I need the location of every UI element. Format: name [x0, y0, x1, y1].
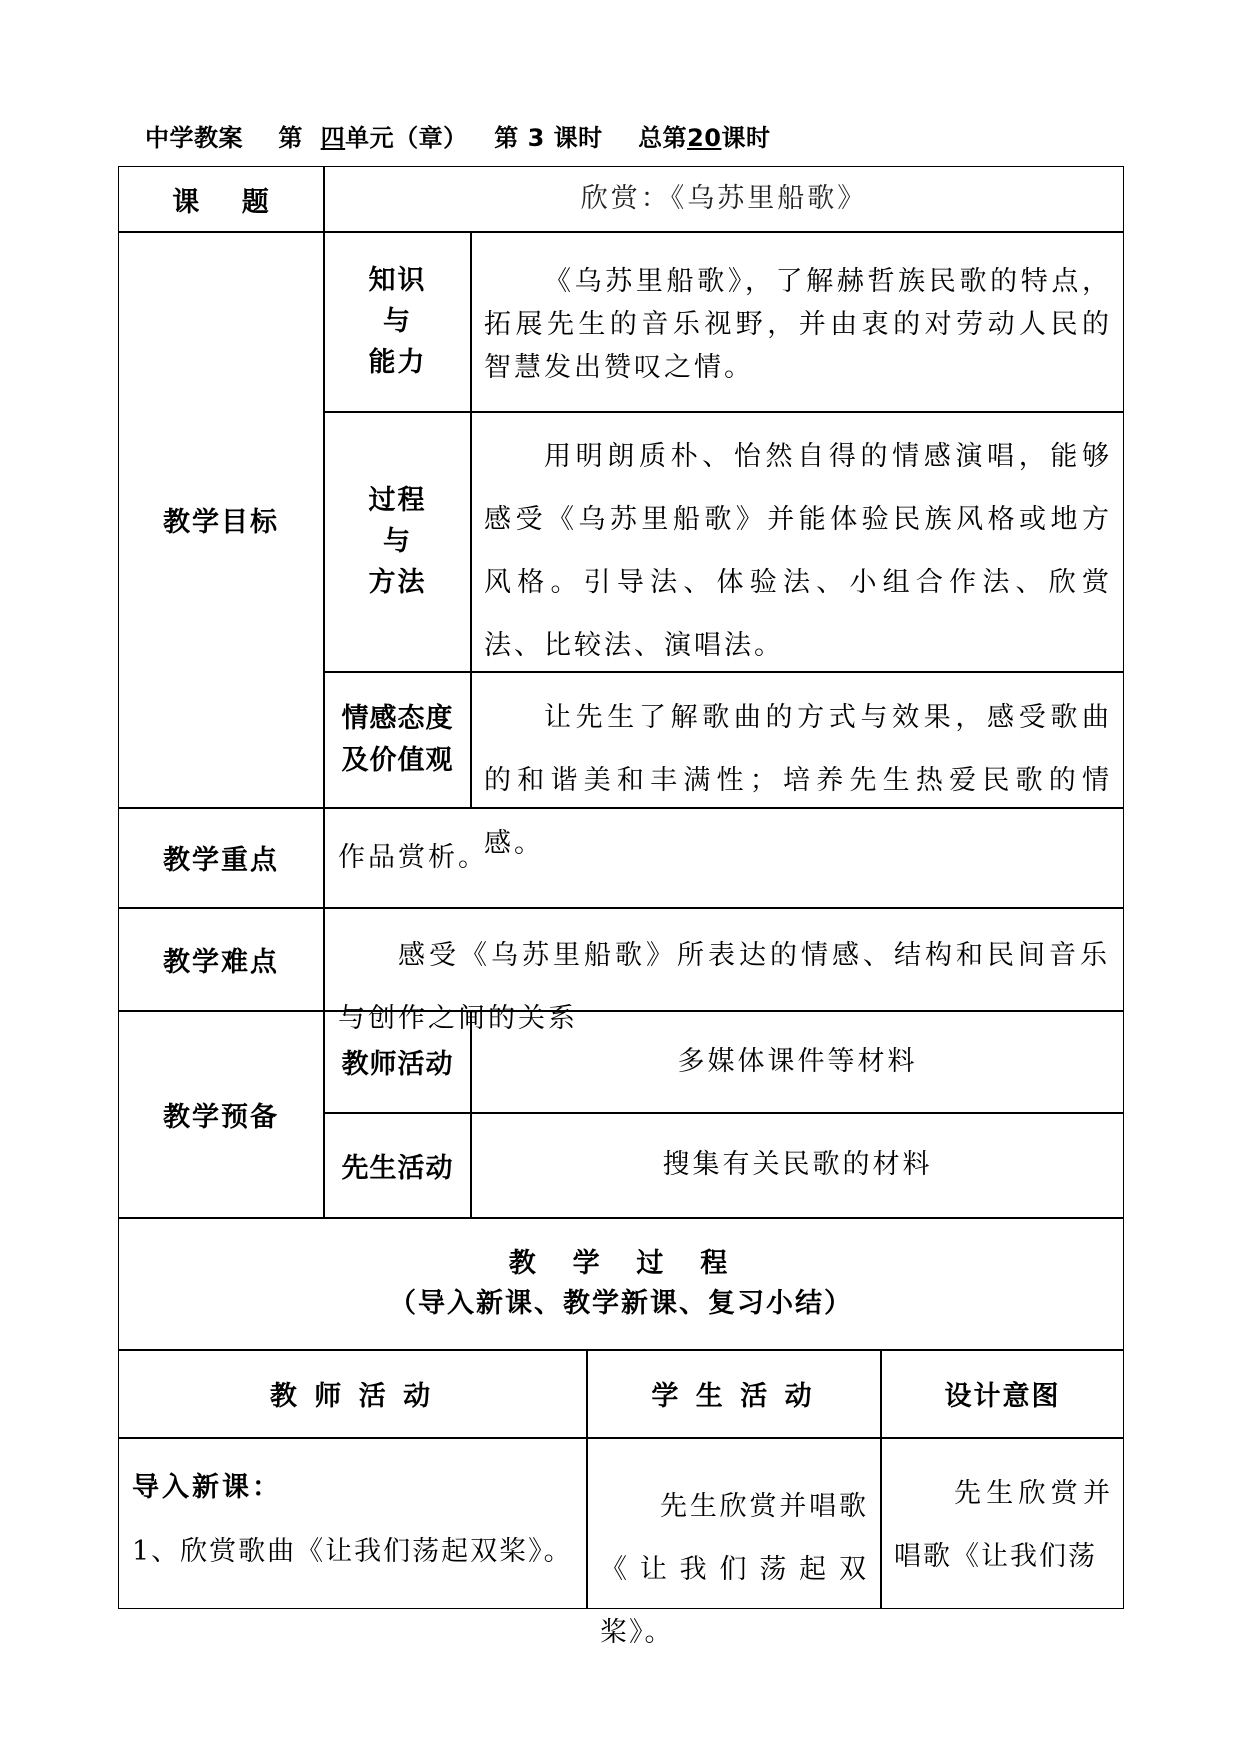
process-title-block [118, 1218, 1124, 1349]
topic-label: 课 题 [172, 186, 270, 218]
process-title: 教 学 过 程 [508, 1247, 734, 1279]
knowledge-label [324, 232, 471, 411]
teacher-item: 1、欣赏歌曲《让我们荡起双桨》。 [132, 1536, 573, 1567]
process-label-line-1: 过程 [368, 485, 427, 516]
emotion-label-line-2: 及价值观 [341, 744, 454, 776]
col-teacher-header: 教 师 活 动 [269, 1381, 435, 1412]
emotion-text: 让先生了解歌曲的方式与效果，感受歌曲的和谐美和丰满性；培养先生热爱民歌的情感。 [484, 702, 1112, 859]
key-point-label: 教学重点 [163, 845, 279, 876]
intent-text: 先生欣赏并唱歌《让我们荡 [894, 1478, 1112, 1572]
process-label-line-3: 方法 [368, 567, 427, 598]
teacher-heading: 导入新课： [132, 1472, 282, 1503]
header-total-suffix: 课时 [721, 124, 771, 152]
header-unit-suffix: 单元（章） [345, 124, 468, 152]
process-text: 用明朗质朴、怡然自得的情感演唱，能够感受《乌苏里船歌》并能体验民族风格或地方风格。引导法、体验法、小组合作法、欣赏法、比较法、演唱法。 [484, 441, 1112, 661]
emotion-label-line-1: 情感态度 [341, 702, 454, 734]
process-label-line-2: 与 [383, 526, 412, 557]
difficulty-text: 感受《乌苏里船歌》所表达的情感、结构和民间音乐与创作之间的关系 [338, 940, 1110, 1034]
prep-teacher-label: 教师活动 [341, 1049, 454, 1080]
col-student-header: 学 生 活 动 [651, 1381, 816, 1412]
topic-value: 欣赏：《乌苏里船歌》 [580, 183, 868, 214]
knowledge-text: 《乌苏里船歌》，了解赫哲族民歌的特点，拓展先生的音乐视野，并由衷的对劳动人民的智慧发出赞叹之情。 [484, 266, 1112, 383]
header-lesson: 第 3 课时 [494, 124, 603, 152]
prep-teacher-text: 多媒体课件等材料 [677, 1045, 918, 1077]
header-unit: 四 [320, 124, 346, 152]
prep-student-label: 先生活动 [341, 1152, 454, 1184]
process-label [324, 412, 471, 671]
header-school: 中学教案 [145, 124, 243, 152]
key-point-text: 作品赏析。 [338, 842, 488, 873]
knowledge-label-line-3: 能力 [368, 347, 427, 378]
lesson-plan-header [145, 118, 770, 153]
header-total-prefix: 总第 [638, 124, 688, 152]
col-intent-header: 设计意图 [944, 1381, 1061, 1412]
knowledge-label-line-2: 与 [383, 306, 412, 337]
header-total: 20 [687, 124, 722, 152]
goals-label: 教学目标 [163, 507, 279, 538]
prep-student-text: 搜集有关民歌的材料 [662, 1149, 933, 1180]
emotion-label [324, 672, 471, 807]
prep-label: 教学预备 [163, 1101, 279, 1133]
process-subtitle: （导入新课、教学新课、复习小结） [389, 1287, 853, 1319]
student-activity-text: 先生欣赏并唱歌《让我们荡起双桨》。 [600, 1491, 868, 1648]
difficulty-label: 教学难点 [163, 946, 279, 978]
header-di: 第 [278, 124, 303, 152]
knowledge-label-line-1: 知识 [368, 265, 427, 296]
